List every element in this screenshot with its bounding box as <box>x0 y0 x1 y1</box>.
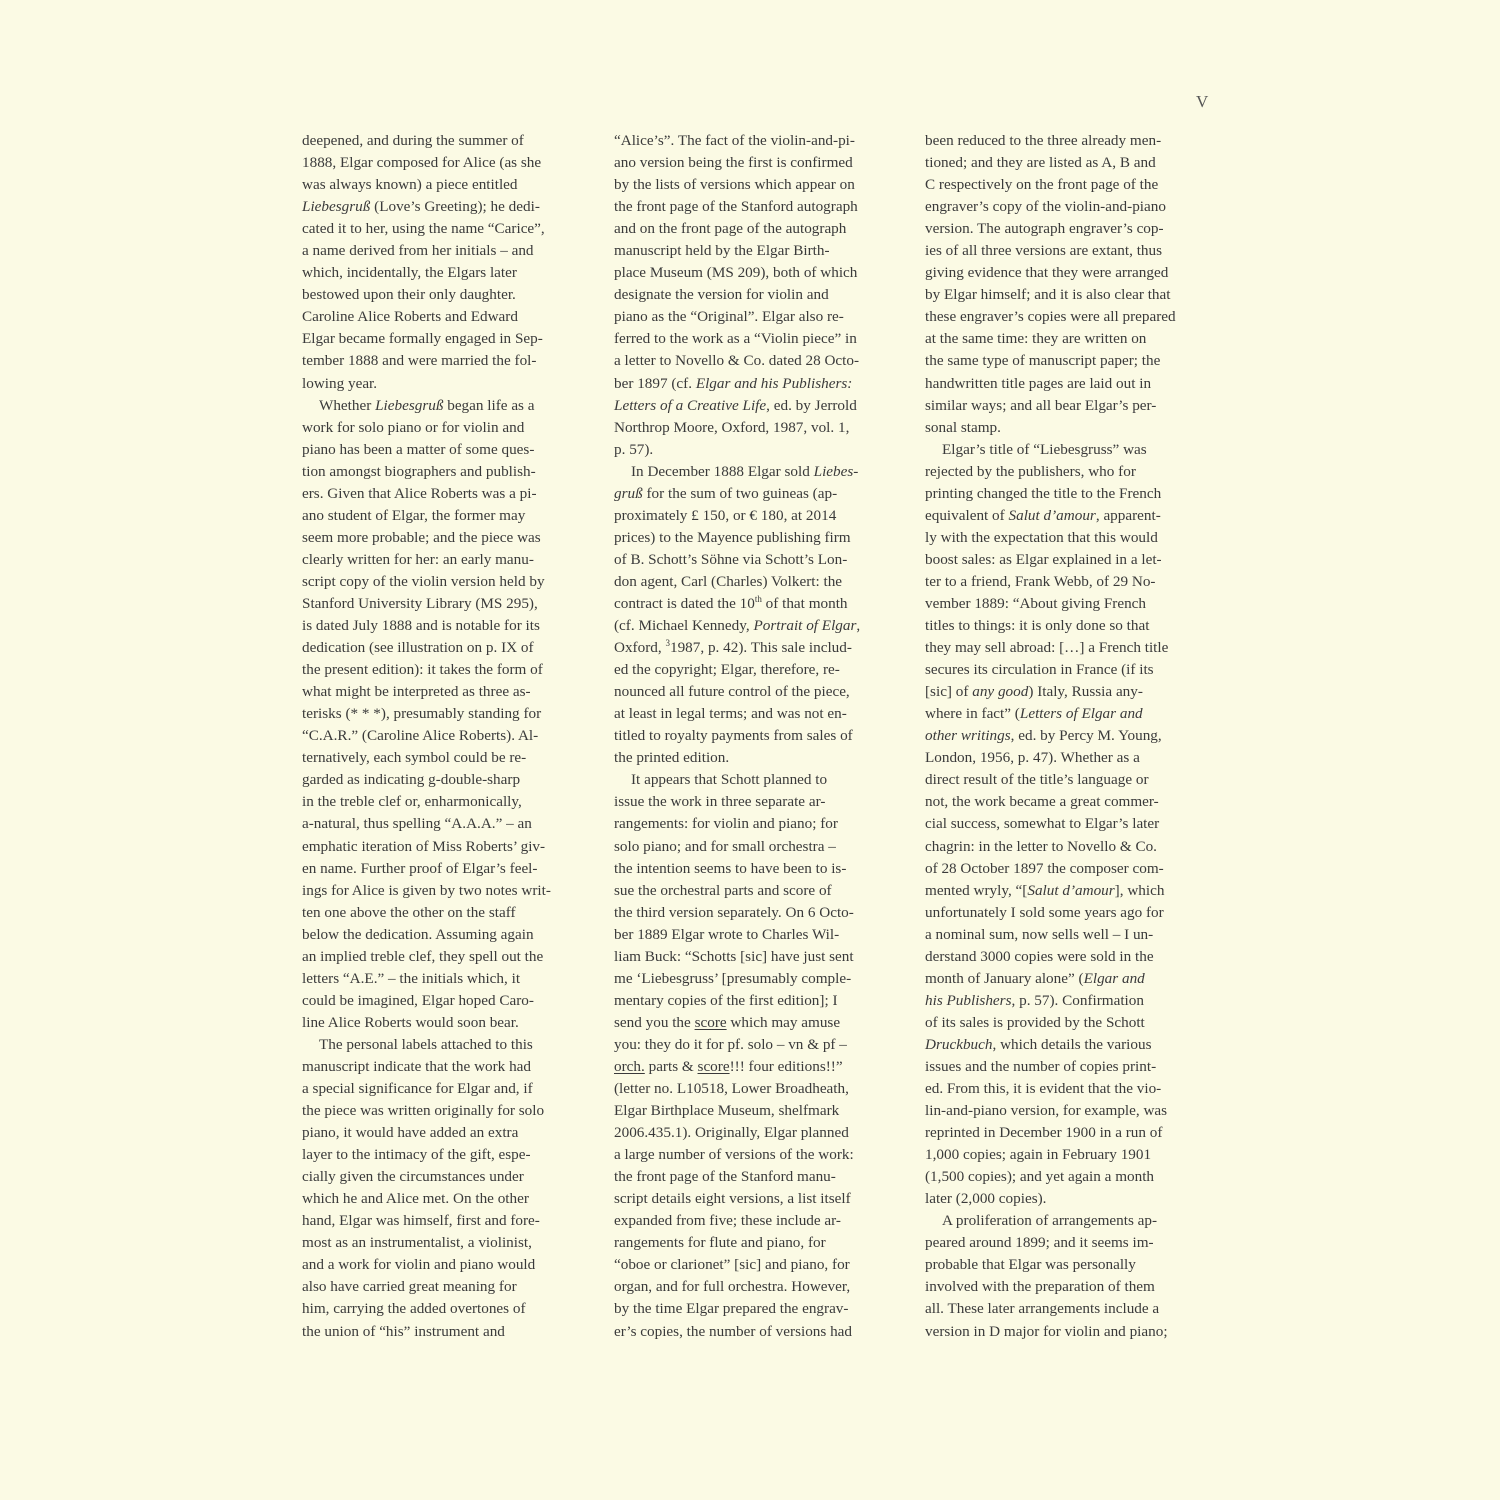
text-line: of 28 October 1897 the composer com- <box>925 859 1164 877</box>
text-line: Caroline Alice Roberts and Edward <box>302 308 518 326</box>
text-line: the third version separately. On 6 Octo- <box>614 903 854 921</box>
text-line: don agent, Carl (Charles) Volkert: the <box>614 572 843 590</box>
text-line: was always known) a piece entitled <box>302 176 518 194</box>
text-line: other writings, ed. by Percy M. Young, <box>925 727 1162 745</box>
text-line: Whether Liebesgruß began life as a <box>319 396 535 414</box>
text-line: letters “A.E.” – the initials which, it <box>302 969 521 987</box>
text-line: handwritten title pages are laid out in <box>925 374 1152 392</box>
text-line: p. 57). <box>614 440 654 458</box>
text-column-1 <box>302 130 598 1343</box>
text-line: 1888, Elgar composed for Alice (as she <box>302 154 542 172</box>
text-line: clearly written for her: an early manu- <box>302 550 534 568</box>
text-line: prices) to the Mayence publishing firm <box>614 528 851 546</box>
text-line: by the time Elgar prepared the engrav- <box>614 1300 849 1318</box>
text-line: A proliferation of arrangements ap- <box>942 1212 1158 1230</box>
text-line: later (2,000 copies). <box>925 1190 1047 1208</box>
text-line: bestowed upon their only daughter. <box>302 286 516 304</box>
text-line: similar ways; and all bear Elgar’s per- <box>925 396 1157 414</box>
text-line: 2006.435.1). Originally, Elgar planned <box>614 1124 849 1142</box>
text-line: by Elgar himself; and it is also clear that <box>925 286 1171 304</box>
text-line: me ‘Liebesgruss’ [presumably comple- <box>614 969 852 987</box>
text-line: a large number of versions of the work: <box>614 1146 854 1164</box>
text-line: rejected by the publishers, who for <box>925 462 1136 480</box>
text-line: layer to the intimacy of the gift, espe- <box>302 1146 531 1164</box>
text-line: mented wryly, “[Salut d’amour], which <box>925 881 1165 899</box>
text-line: version. The autograph engraver’s cop- <box>925 220 1164 238</box>
text-line: engraver’s copy of the violin-and-piano <box>925 198 1166 216</box>
text-line: solo piano; and for small orchestra – <box>614 837 836 855</box>
text-line: all. These later arrangements include a <box>925 1300 1160 1318</box>
text-line: en name. Further proof of Elgar’s feel- <box>302 859 538 877</box>
text-line: and a work for violin and piano would <box>302 1256 536 1274</box>
text-line: the intention seems to have been to is- <box>614 859 847 877</box>
text-line: a name derived from her initials – and <box>302 242 534 260</box>
text-line: piano has been a matter of some ques- <box>302 440 535 458</box>
text-line: The personal labels attached to this <box>319 1035 533 1053</box>
text-line: designate the version for violin and <box>614 286 829 304</box>
text-line: send you the score which may amuse <box>614 1013 841 1031</box>
text-line: also have carried great meaning for <box>302 1278 517 1296</box>
text-column-3 <box>925 130 1221 1343</box>
text-line: line Alice Roberts would soon bear. <box>302 1013 519 1031</box>
text-line: ies of all three versions are extant, thus <box>925 242 1163 260</box>
text-line: a-natural, thus spelling “A.A.A.” – an <box>302 815 532 833</box>
text-line: deepened, and during the summer of <box>302 132 524 149</box>
text-line: and on the front page of the autograph <box>614 220 847 238</box>
text-line: peared around 1899; and it seems im- <box>925 1234 1154 1252</box>
text-line: (letter no. L10518, Lower Broadheath, <box>614 1080 849 1098</box>
text-line: month of January alone” (Elgar and <box>925 969 1145 987</box>
text-line: gruß for the sum of two guineas (ap- <box>614 484 838 502</box>
text-line: could be imagined, Elgar hoped Caro- <box>302 991 534 1009</box>
text-line: of its sales is provided by the Schott <box>925 1013 1145 1031</box>
text-line: printing changed the title to the French <box>925 484 1162 502</box>
text-line: unfortunately I sold some years ago for <box>925 903 1164 921</box>
text-line: the front page of the Stanford autograph <box>614 198 858 216</box>
text-line: they may sell abroad: […] a French title <box>925 639 1169 657</box>
text-line: garded as indicating g-double-sharp <box>302 771 521 789</box>
text-line: is dated July 1888 and is notable for its <box>302 617 540 635</box>
text-column-2 <box>614 130 910 1343</box>
text-line: nounced all future control of the piece, <box>614 683 850 701</box>
text-line: ings for Alice is given by two notes writ- <box>302 881 551 899</box>
text-line: ly with the expectation that this would <box>925 528 1158 546</box>
text-line: rangements: for violin and piano; for <box>614 815 838 833</box>
text-line: at least in legal terms; and was not en- <box>614 705 847 723</box>
text-line: Elgar’s title of “Liebesgruss” was <box>942 440 1147 458</box>
text-line: (cf. Michael Kennedy, Portrait of Elgar, <box>614 617 861 635</box>
text-line: sonal stamp. <box>925 418 1001 436</box>
text-line: vember 1889: “About giving French <box>925 594 1147 612</box>
text-line: ferred to the work as a “Violin piece” in <box>614 330 857 348</box>
text-line: tember 1888 and were married the fol- <box>302 352 537 370</box>
text-line: hand, Elgar was himself, first and fore- <box>302 1212 540 1230</box>
text-line: Elgar Birthplace Museum, shelfmark <box>614 1102 840 1120</box>
text-line: seem more probable; and the piece was <box>302 528 541 546</box>
text-line: proximately £ 150, or € 180, at 2014 <box>614 506 837 524</box>
text-line: a letter to Novello & Co. dated 28 Octo- <box>614 352 860 370</box>
text-line: Stanford University Library (MS 295), <box>302 594 538 612</box>
text-line: the present edition): it takes the form of <box>302 661 543 679</box>
text-line: derstand 3000 copies were sold in the <box>925 947 1154 965</box>
text-line: which he and Alice met. On the other <box>302 1190 529 1208</box>
text-line: most as an instrumentalist, a violinist, <box>302 1234 532 1252</box>
text-line: “C.A.R.” (Caroline Alice Roberts). Al- <box>302 727 539 745</box>
text-line: been reduced to the three already men- <box>925 132 1162 149</box>
text-line: not, the work became a great commer- <box>925 793 1159 811</box>
text-line: Druckbuch, which details the various <box>925 1035 1152 1053</box>
text-line: involved with the preparation of them <box>925 1278 1155 1296</box>
text-line: ber 1897 (cf. Elgar and his Publishers: <box>614 374 853 392</box>
text-line: ano student of Elgar, the former may <box>302 506 526 524</box>
text-line: 1,000 copies; again in February 1901 <box>925 1146 1152 1164</box>
text-line: lowing year. <box>302 374 378 392</box>
text-line: where in fact” (Letters of Elgar and <box>925 705 1143 723</box>
text-line: It appears that Schott planned to <box>631 771 828 789</box>
text-line: contract is dated the 10th of that month <box>614 593 848 612</box>
text-line: Liebesgruß (Love’s Greeting); he dedi- <box>302 198 540 216</box>
text-line: chagrin: in the letter to Novello & Co. <box>925 837 1157 855</box>
text-line: tioned; and they are listed as A, B and <box>925 154 1156 172</box>
text-line: boost sales: as Elgar explained in a let- <box>925 550 1162 568</box>
text-line: Oxford, $^3$1987, p. 42). This sale includ- <box>614 638 852 657</box>
text-line: ed the copyright; Elgar, therefore, re- <box>614 661 840 679</box>
text-line: you: they do it for pf. solo – vn & pf – <box>614 1035 847 1053</box>
text-line: script details eight versions, a list itself <box>614 1190 851 1208</box>
text-line: issue the work in three separate ar- <box>614 793 826 811</box>
text-line: London, 1956, p. 47). Whether as a <box>925 749 1140 767</box>
text-line: cially given the circumstances under <box>302 1168 524 1186</box>
text-line: issues and the number of copies print- <box>925 1057 1157 1075</box>
text-line: Elgar became formally engaged in Sep- <box>302 330 543 348</box>
text-line: ano version being the first is confirmed <box>614 154 853 172</box>
text-line: these engraver’s copies were all prepared <box>925 308 1176 326</box>
text-line: script copy of the violin version held by <box>302 572 545 590</box>
text-line: lin-and-piano version, for example, was <box>925 1102 1168 1120</box>
text-line: ers. Given that Alice Roberts was a pi- <box>302 484 537 502</box>
text-line: orch. parts & score!!! four editions!!” <box>614 1057 843 1075</box>
text-line: the front page of the Stanford manu- <box>614 1168 836 1186</box>
text-line: In December 1888 Elgar sold Liebes- <box>631 462 859 480</box>
text-line: (1,500 copies); and yet again a month <box>925 1168 1155 1186</box>
text-line: sue the orchestral parts and score of <box>614 881 832 899</box>
text-line: the union of “his” instrument and <box>302 1322 505 1340</box>
text-line: rangements for flute and piano, for <box>614 1234 826 1252</box>
page-number: V <box>1196 92 1209 111</box>
text-line: Letters of a Creative Life, ed. by Jerrold <box>614 396 857 414</box>
text-line: by the lists of versions which appear on <box>614 176 855 194</box>
text-line: his Publishers, p. 57). Confirmation <box>925 991 1144 1009</box>
text-line: er’s copies, the number of versions had <box>614 1322 853 1340</box>
text-line: manuscript held by the Elgar Birth- <box>614 242 830 260</box>
text-line: the same type of manuscript paper; the <box>925 352 1161 370</box>
text-line: secures its circulation in France (if its <box>925 661 1154 679</box>
text-line: direct result of the title’s language or <box>925 771 1149 789</box>
text-line: ten one above the other on the staff <box>302 903 516 921</box>
text-line: piano as the “Original”. Elgar also re- <box>614 308 844 326</box>
text-line: a nominal sum, now sells well – I un- <box>925 925 1154 943</box>
text-line: tion amongst biographers and publish- <box>302 462 536 480</box>
text-line: ber 1889 Elgar wrote to Charles Wil- <box>614 925 840 943</box>
text-line: terisks (* * *), presumably standing for <box>302 705 542 723</box>
text-line: emphatic iteration of Miss Roberts’ giv- <box>302 837 546 855</box>
text-line: reprinted in December 1900 in a run of <box>925 1124 1163 1142</box>
text-line: place Museum (MS 209), both of which <box>614 264 858 282</box>
text-line: the printed edition. <box>614 749 730 767</box>
text-line: ed. From this, it is evident that the vio- <box>925 1080 1162 1098</box>
text-line: titled to royalty payments from sales of <box>614 727 853 745</box>
text-line: titles to things: it is only done so that <box>925 617 1150 635</box>
text-line: expanded from five; these include ar- <box>614 1212 841 1230</box>
text-line: [sic] of any good) Italy, Russia any- <box>925 683 1143 701</box>
text-line: ter to a friend, Frank Webb, of 29 No- <box>925 572 1156 590</box>
text-line: version in D major for violin and piano; <box>925 1322 1168 1340</box>
text-line: of B. Schott’s Söhne via Schott’s Lon- <box>614 550 848 568</box>
text-line: giving evidence that they were arranged <box>925 264 1169 282</box>
text-line: manuscript indicate that the work had <box>302 1057 532 1075</box>
text-line: mentary copies of the first edition]; I <box>614 991 838 1009</box>
text-line: cial success, somewhat to Elgar’s later <box>925 815 1160 833</box>
text-line: equivalent of Salut d’amour, apparent- <box>925 506 1161 524</box>
text-line: organ, and for full orchestra. However, <box>614 1278 851 1296</box>
text-line: liam Buck: “Schotts [sic] have just sent <box>614 947 854 965</box>
text-line: probable that Elgar was personally <box>925 1256 1136 1274</box>
text-line: cated it to her, using the name “Carice”, <box>302 220 545 238</box>
text-line: below the dedication. Assuming again <box>302 925 534 943</box>
text-line: an implied treble clef, they spell out the <box>302 947 544 965</box>
text-line: dedication (see illustration on p. IX of <box>302 639 534 657</box>
text-line: Northrop Moore, Oxford, 1987, vol. 1, <box>614 418 850 436</box>
text-line: what might be interpreted as three as- <box>302 683 531 701</box>
text-line: him, carrying the added overtones of <box>302 1300 526 1318</box>
text-line: “Alice’s”. The fact of the violin-and-pi- <box>614 132 855 149</box>
text-line: work for solo piano or for violin and <box>302 418 525 436</box>
text-line: “oboe or clarionet” [sic] and piano, for <box>614 1256 850 1274</box>
text-line: which, incidentally, the Elgars later <box>302 264 517 282</box>
text-line: in the treble clef or, enharmonically, <box>302 793 522 811</box>
text-line: ternatively, each symbol could be re- <box>302 749 527 767</box>
text-line: the piece was written originally for solo <box>302 1102 545 1120</box>
text-line: C respectively on the front page of the <box>925 176 1159 194</box>
text-line: piano, it would have added an extra <box>302 1124 519 1142</box>
text-line: a special significance for Elgar and, if <box>302 1080 533 1098</box>
text-line: at the same time: they are written on <box>925 330 1147 348</box>
